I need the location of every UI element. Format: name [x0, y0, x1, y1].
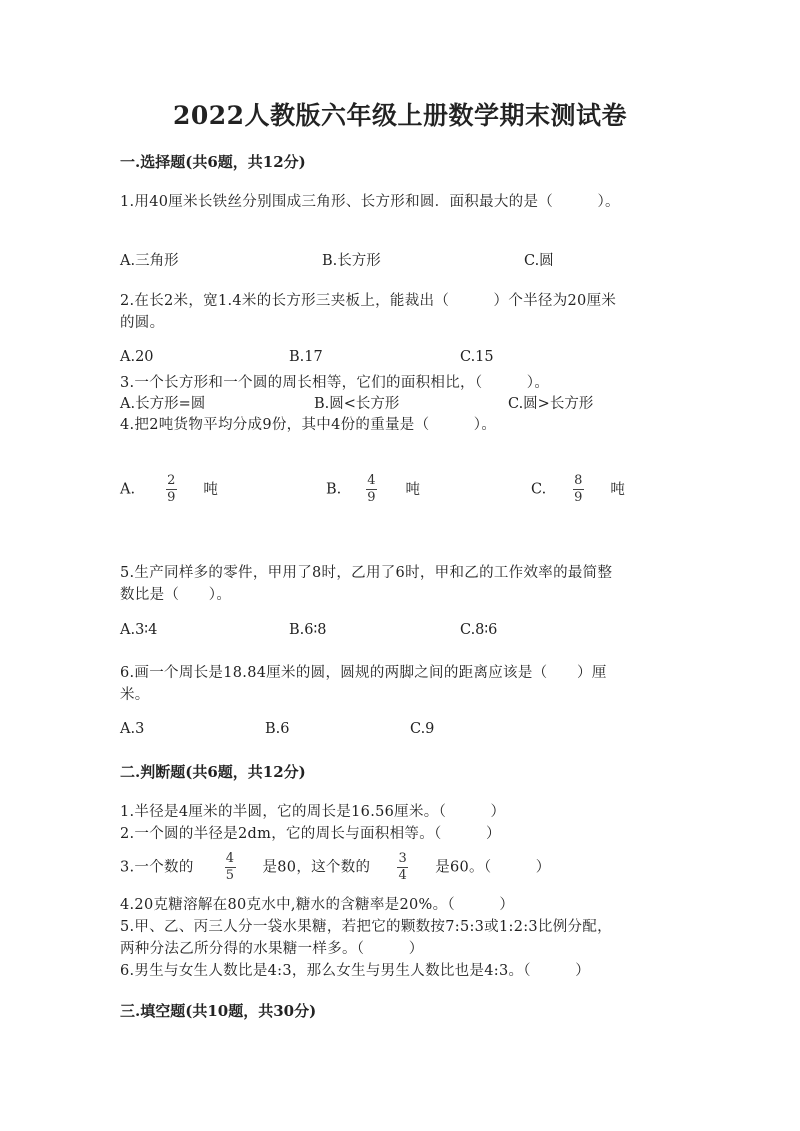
judge-item [120, 852, 551, 883]
option-b: B.长方形 [322, 253, 381, 269]
option-b: B.17 [289, 349, 323, 365]
fraction-numerator: 8 [574, 473, 583, 488]
question-stem: 4.把2吨货物平均分成9份，其中4份的重量是（ ）。 [120, 417, 497, 433]
option-b: B.6∶8 [289, 622, 327, 638]
fraction-denominator: 5 [225, 868, 235, 883]
question-stem-continued: 的圆。 [120, 315, 165, 331]
option-b: B.圆<长方形 [314, 396, 400, 412]
option-unit: 吨 [610, 481, 625, 498]
option-a: A.3 [120, 721, 145, 737]
option-label: A. [120, 481, 136, 498]
fraction-numerator: 4 [367, 473, 376, 488]
question-stem-continued: 数比是（ ）。 [120, 587, 232, 603]
question-stem: 1.用40厘米长铁丝分别围成三角形、长方形和圆．面积最大的是（ ）。 [120, 194, 620, 210]
fraction-numerator: 3 [398, 851, 408, 866]
section-heading-choice: 一.选择题(共6题，共12分) [120, 153, 306, 171]
fraction-denominator: 9 [367, 490, 376, 505]
section-heading-judge: 二.判断题(共6题，共12分) [120, 763, 306, 781]
fraction [366, 474, 377, 505]
judge-item: 1.半径是4厘米的半圆，它的周长是16.56厘米。（ ） [120, 804, 506, 820]
question-stem: 6.画一个周长是18.84厘米的圆，圆规的两脚之间的距离应该是（ ）厘 [120, 665, 607, 681]
fraction [397, 852, 408, 883]
fraction-numerator: 4 [225, 851, 235, 866]
option-a: A.3∶4 [120, 622, 158, 638]
option-c: C.15 [460, 349, 494, 365]
fraction [573, 474, 584, 505]
fraction-denominator: 9 [167, 490, 176, 505]
option-a: A.长方形=圆 [120, 396, 206, 412]
fraction-denominator: 9 [574, 490, 583, 505]
judge-text: 3.一个数的 [120, 859, 194, 876]
option-unit: 吨 [203, 481, 218, 498]
fraction-denominator: 4 [398, 868, 408, 883]
section-heading-fill: 三.填空题(共10题，共30分) [120, 1002, 317, 1020]
judge-item: 6.男生与女生人数比是4:3，那么女生与男生人数比也是4:3。（ ） [120, 963, 591, 979]
option-a [120, 474, 218, 505]
question-stem: 2.在长2米，宽1.4米的长方形三夹板上，能裁出（ ）个半径为20厘米 [120, 293, 617, 309]
judge-item: 2.一个圆的半径是2dm，它的周长与面积相等。（ ） [120, 826, 501, 842]
option-label: C. [531, 481, 547, 498]
fraction-numerator: 2 [167, 473, 176, 488]
option-a: A.20 [120, 349, 154, 365]
option-c: C.9 [410, 721, 435, 737]
option-a: A.三角形 [120, 253, 179, 269]
option-c: C.圆 [524, 253, 554, 269]
option-c: C.圆>长方形 [508, 396, 594, 412]
question-stem: 3.一个长方形和一个圆的周长相等，它们的面积相比，（ ）。 [120, 375, 550, 391]
judge-text: 是60。（ ） [435, 859, 551, 876]
option-b [326, 474, 420, 505]
judge-text: 是80，这个数的 [262, 859, 371, 876]
fraction [225, 852, 236, 883]
option-b: B.6 [265, 721, 290, 737]
option-unit: 吨 [405, 481, 420, 498]
question-stem-continued: 米。 [120, 687, 150, 703]
judge-item: 4.20克糖溶解在80克水中,糖水的含糖率是20%。（ ） [120, 897, 515, 913]
question-stem: 5.生产同样多的零件，甲用了8时，乙用了6时，甲和乙的工作效率的最简整 [120, 565, 613, 581]
option-c [531, 474, 625, 505]
judge-item: 5.甲、乙、丙三人分一袋水果糖，若把它的颗数按7:5:3或1:2:3比例分配， [120, 919, 612, 935]
option-c: C.8∶6 [460, 622, 498, 638]
fraction [166, 474, 177, 505]
judge-item-continued: 两种分法乙所分得的水果糖一样多。（ ） [120, 941, 424, 957]
page-title: 2022人教版六年级上册数学期末测试卷 [172, 101, 628, 130]
option-label: B. [326, 481, 342, 498]
